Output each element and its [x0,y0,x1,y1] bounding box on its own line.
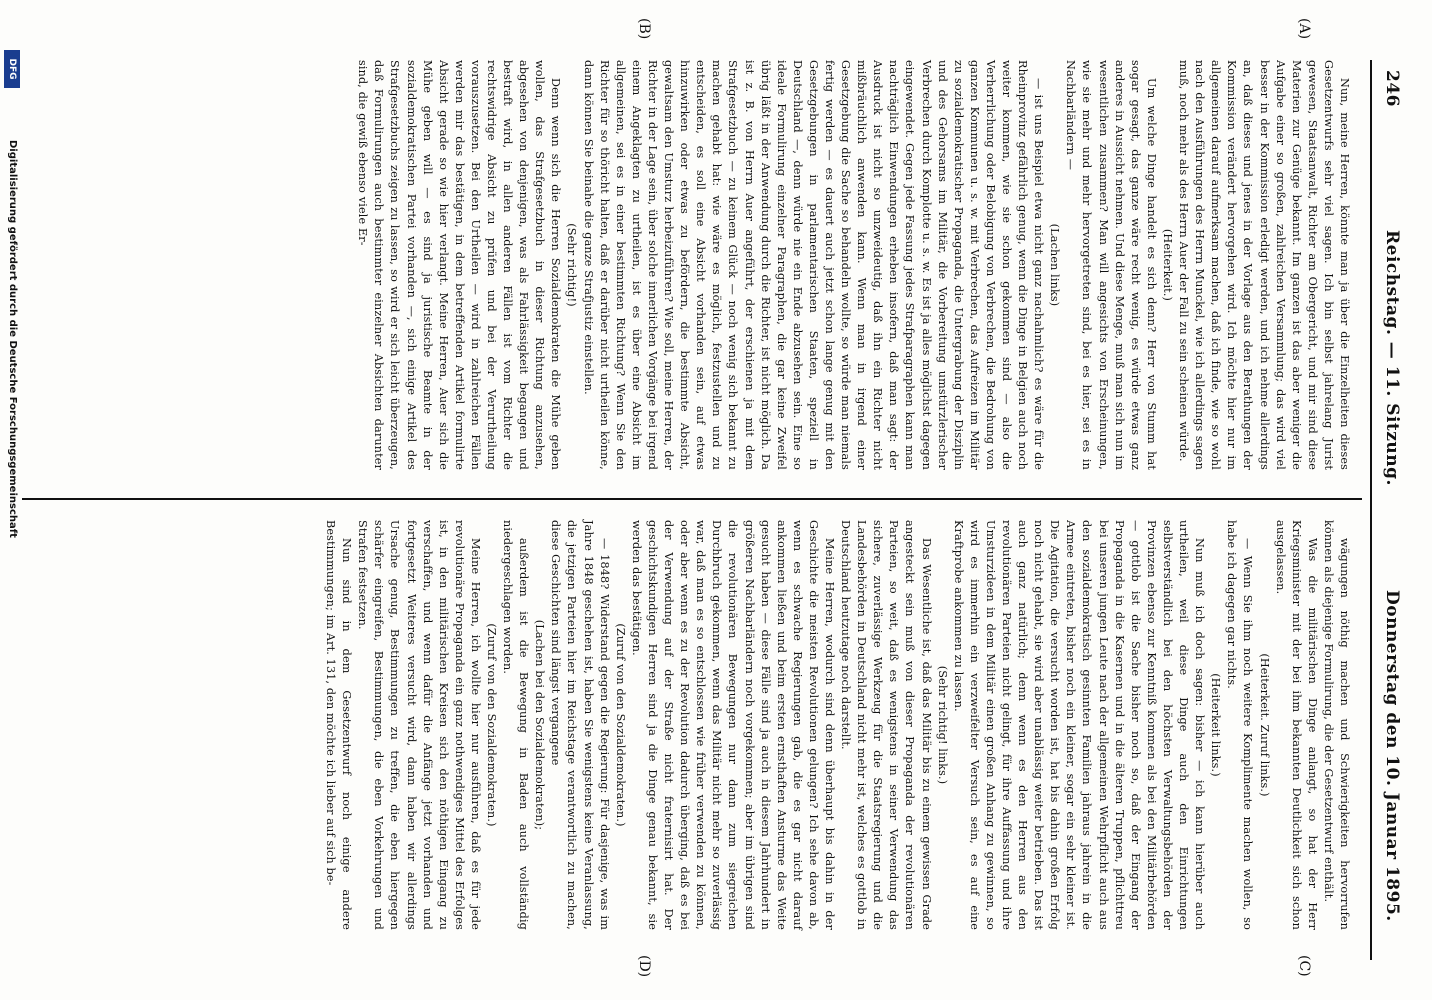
paragraph: Nun muß ich doch sagen: bisher — ich kann hierüber auch urtheilen, weil diese Dinge auch den Einrichtungen selbstverständlich bei den höchsten Verwaltungsbehörden der Provinzen ebenso zur Kenntniß kommen als bei den Militärbehörden — gottlob ist die Sache bisher noch so, daß der Eingang der Propaganda in die Kasernen und in die älteren Truppen, pflichttreu bei unseren jungen Leute nach der allgemeinen Wehrpflicht auch aus den sozialdemokratisch gesinnten Familien jahraus jahrein in die Armee eintreten, bisher noch ein kleiner, sogar ein sehr kleiner ist. Die Agitation, die versucht worden ist, hat bis dahin großen Erfolg noch nicht gehabt, sie wird aber unablässig weiter betrieben. Das ist auch ganz natürlich; denn wenn es den Herren aus den revolutionären Parteien nicht gelingt, für ihre Auffassung und ihre Umsturzideen in dem Militär einen großen Anhang zu gewinnen, so wird es immerhin ein verzweifelter Versuch sein, es auf eine Kraftprobe ankommen zu lassen. [951,520,1207,930]
interjection: (Zuruf von den Sozialdemokraten.) [613,623,627,827]
header-rule [1370,60,1372,960]
interjection: (Sehr richtig! links.) [935,665,949,785]
paragraph: Nun, meine Herren, könnte man ja über die Einzelheiten dieses Gesetzentwurfs sehr viel sagen. Ich bin selbst jahrelang Jurist gewesen, Staatsanwalt, Richter am Obergericht, und mir sind diese Materien zur Genüge bekannt. Im ganzen ist das aber weniger die Aufgabe einer so großen, zahlreichen Versammlung; das wird viel besser in der Kommission erledigt werden, und ich nehme allerdings an, daß dieses und jenes in der Vorlage aus den Berathungen der Kommission verändert hervorgehen wird. Ich möchte hier nur im allgemeinen darauf aufmerksam machen, daß ich finde, wie so wohl nach den Ausführungen des Herrn Munckel, wie ich allerdings sagen muß, noch mehr als des Herrn Auer der Fall zu sein scheinen würde. [1177,60,1351,470]
marker-b: (B) [636,18,652,40]
paragraph: außerdem ist die Bewegung in Baden auch vollständig niedergeschlagen worden. [501,520,531,930]
interjection: (Zuruf von den Sozialdemokraten.) [485,623,499,827]
interjection: (Lachen bei den Sozialdemokraten); [533,619,547,831]
paragraph: Meine Herren, wodurch sind denn überhaupt bis dahin in der Geschichte die meisten Revolutionen gelungen? Ich sehe davon ab, wenn es schwache Regierungen gab, die es gar nicht darauf ankommen ließen und beim ersten ernsthaften Ansturme das Weite gesucht haben — diese Fälle sind ja auch in diesem Jahrhundert in größeren Nachbarländern noch vorgekommen; aber im übrigen sind die revolutionären Bewegungen nur dann zum siegreichen Durchbruch gekommen, wenn das Militär nicht mehr so zuverlässig war, daß man es so entschlossen wie früher verwenden zu können, oder aber wenn es zu der Revolution dadurch überging, daß es bei der Verwendung auf der Straße nicht fraternisirt hat. Der geschichtskundigen Herren sind ja die Dinge genau bekannt, sie werden das bestätigen. [629,520,836,930]
page-header [1372,70,1402,950]
text-column-left [354,60,1352,470]
paragraph: Um welche Dinge handelt es sich denn? Herr von Stumm hat sogar gesagt, das ganze wäre recht wenig, es würde etwas ganz anderes in Aussicht nehmen. Und diese Menge, muß man sich nun im wesentlichen zusammen? Man will angesichts von Erscheinungen, wie sie mehr und mehr hervorgetreten sind, bei es hier, sei es in Nachbarländern — [1064,60,1158,470]
paragraph: — Wenn Sie ihm noch weitere Komplimente machen wollen, so habe ich dagegen gar nichts. [1225,520,1255,930]
header-session: Reichstag. — 11. Sitzung. [1382,230,1402,486]
interjection: (Heiterkeit.) [1160,228,1174,302]
digitization-credit: Digitalisierung gefördert durch die Deutsche Forschungsgemeinschaft [7,140,18,538]
interjection: (Lachen links) [1048,223,1062,307]
interjection: (Heiterkeit links.) [1209,673,1223,777]
column-divider [22,498,1362,500]
page-number: 246 [1382,70,1402,107]
dfg-logo: DFG [4,50,20,88]
interjection: (Sehr richtig!) [565,223,579,307]
paragraph: Nun sind in dem Gesetzentwurf noch einige andere Bestimmungen; im Art. 131, den möchte ich lieber auf sich be- [324,520,354,930]
marker-a: (A) [1296,18,1312,40]
paragraph: wägungen nöthig machen und Schwierigkeiten hervorrufen können als diejenige Formulirung, die der Gesetzentwurf enthält. [1321,520,1351,930]
paragraph: Was die militärischen Dinge anlangt, so hat der Herr Kriegsminister mit der bei ihm bekannten Deutlichkeit sich schon ausgelassen. [1273,520,1319,930]
paragraph: Das Wesentliche ist, daß das Militär bis zu einem gewissen Grade angesteckt sein muß von dieser Propaganda der revolutionären Parteien, so weit, daß es wenigstens in seiner Verwendung das sichere, zuverlässige Werkzeug für die Staatsregierung und die Landesbehörden in Deutschland nicht mehr ist, welches es gottlob in Deutschland heutzutage noch darstellt. [839,520,933,930]
paragraph: Meine Herren, ich wollte hier nur ausführen, daß es für jede revolutionäre Propaganda ein ganz nothwendiges Mittel des Erfolges ist, in den militärischen Kreisen sich den nöthigen Eingang zu verschaffen, und wenn dafür die Anfänge jetzt vorhanden und fortgesetzt Weiteres versucht wird, dann haben wir allerdings Ursache genug, Bestimmungen zu treffen, die eben hiergegen schärfer eingreifen, Bestimmungen, die eben Vorkehrungen und Strafen festsetzen. [356,520,482,930]
digitization-footer [0,0,20,1000]
marker-c: (C) [1296,955,1312,977]
header-date: Donnerstag den 10. Januar 1895. [1382,590,1402,922]
paragraph: Denn wenn sich die Herren Sozialdemokraten die Mühe geben wollen, das Strafgesetzbuch in dieser Richtung anzusehen, abgesehen von denjenigen, was als Fahrlässigkeit begangen und bestraft wird, in allen anderen Fällen ist vom Richter die rechtswidrige Absicht zu prüfen und bei der Verurtheilung vorauszusetzen. Bei den Urtheilen — wird in zahlreichen Fällen werden mir das bestätigen, in dem betreffenden Artikel formulirte Absicht gerade so wie hier verlangt. Meine Herren, Auer sich die Mühe geben will — es sind ja juristische Beamte in der sozialdemokratischen Partei vorhanden —, sich einige Artikel des Strafgesetzbuchs zeigen zu lassen, so wird er sich leicht überzeugen, daß Formulirungen auch bestimmter einzelner Absichten darunter sind, die gewiß ebenso viele Er- [356,60,563,470]
paragraph: — 1848? Widerstand gegen die Regierung: Für dasjenige, was im Jahre 1848 geschehen ist, haben Sie wenigstens keine Veranlassung, die jetzigen Parteien hier im Reichstage verantwortlich zu machen, diese Geschichten sind längst vergangene [549,520,611,930]
paragraph: — ist uns Beispiel etwa nicht ganz nachahmlich? es wäre für die Rheinprovinz gefährlich genug, wenn die Dinge in Belgien auch noch weiter kommen, wie sie schon gekommen sind — also die Verherrlichung oder Belobigung von Verbrechen, die Bedrohung von ganzen Kommunen u. s. w. mit Verbrechen, das Aufreizen im Militär zu sozialdemokratischer Propaganda, die Untergrabung der Disziplin und des Gehorsams im Militär, die Vorbereitung umstürzlerischer Verbrechen durch Komplotte u. s. w. Es ist ja alles möglichst dagegen eingewendet. Gegen jede Fassung jedes Strafparagraphen kann man nachträglich Einwendungen erheben insofern, daß man sagt: der Ausdruck ist nicht so unzweideutig, daß ihn ein Richter nicht mißbräuchlich anwenden kann. Wenn man in irgend einer Gesetzgebung die Sache so behandeln wollte, so würde man niemals fertig werden — es dauert auch jetzt schon lange genug mit den Gesetzgebungen in parlamentarischen Staaten, speziell in Deutschland —, denn würde nie ein Ende abzusehen sein. Eine so ideale Formulirung einzelner Paragraphen, die gar keine Zweifel übrig läßt in der Anwendung durch die Richter, ist nicht möglich. Da ist z. B. von Herrn Auer angeführt, der erschienen ja mit dem Strafgesetzbuch — zu keinem Glück — noch wenig sich bekannt zu machen gehabt hat: wie wäre es möglich, festzustellen und zu entscheiden, es soll eine Absicht vorhanden sein, auf etwas hinzuwirken oder etwas zu befördern, die bestimmte Absicht, gewaltsam den Umsturz herbeizuführen? Wie soll, meine Herren, der Richter in der Lage sein, über solche innerlichen Vorgänge bei irgend einem Angeklagten zu urtheilen, ist es über eine Absicht im allgemeinen, sei es in einer bestimmten Richtung? Wenn Sie den Richter für so thöricht halten, daß er darüber nicht urtheilen könne, dann können Sie beinahe die ganze Strafjustiz einstellen. [581,60,1046,470]
marker-d: (D) [636,955,652,978]
text-column-right [322,520,1352,930]
interjection: (Heiterkeit. Zuruf links.) [1257,653,1271,797]
